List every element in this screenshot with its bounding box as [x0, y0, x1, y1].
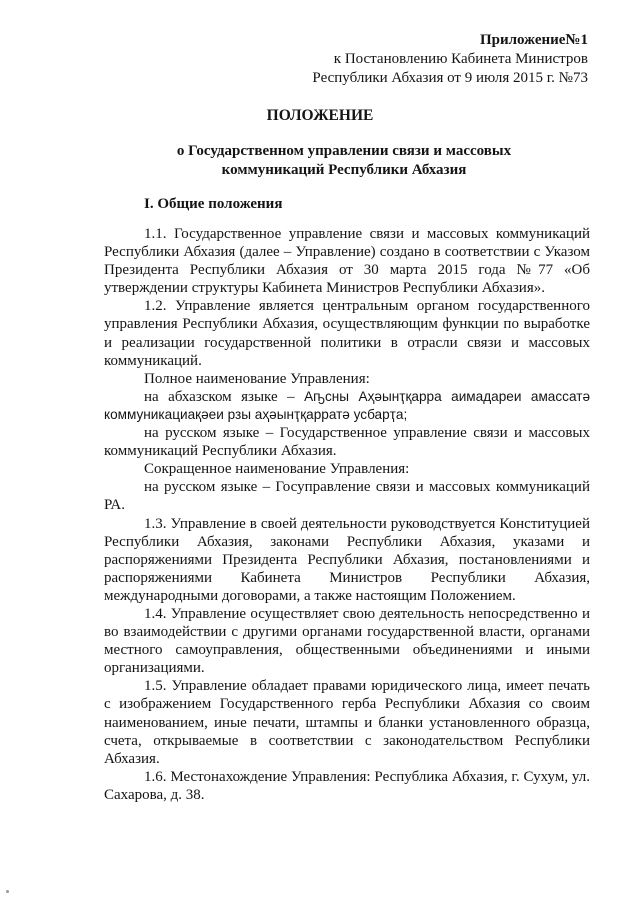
full-name-russian: на русском языке – Государственное управление связи и массовых коммуникаций Республики Абхазия.	[104, 425, 590, 460]
subtitle-line-1: о Государственном управлении связи и массовых	[176, 143, 512, 159]
document-title: ПОЛОЖЕНИЕ	[266, 107, 374, 124]
document-body	[104, 225, 590, 804]
paragraph-1-5: 1.5. Управление обладает правами юридического лица, имеет печать с изображением Государственного герба Республики Абхазия со своим наименованием, иные печати, штампы и бланки установленного образца, счета, открываемые в соответствии с законодательством Республики Абхазия.	[104, 678, 590, 767]
appendix-reference-line-2: Республики Абхазия от 9 июля 2015 г. №73	[312, 70, 588, 86]
appendix-reference-line-1: к Постановлению Кабинета Министров	[333, 51, 588, 67]
scan-speck	[6, 890, 9, 893]
short-name-label: Сокращенное наименование Управления:	[144, 461, 410, 478]
paragraph-1-6: 1.6. Местонахождение Управления: Республика Абхазия, г. Сухум, ул. Сахарова, д. 38.	[104, 768, 590, 803]
full-name-abkhaz-prefix: на абхазском языке –	[144, 388, 295, 405]
appendix-header	[312, 31, 588, 88]
full-name-label: Полное наименование Управления:	[144, 370, 370, 387]
appendix-number: Приложение№1	[479, 32, 588, 48]
paragraph-1-4: 1.4. Управление осуществляет свою деятельность непосредственно и во взаимодействии с другими органами государственной власти, органами местного самоуправления, общественными объединениями и иными организациями.	[104, 605, 590, 677]
full-name-abkhaz-text: Аҧсны Аҳәынҭқарра аимадареи амассатә коммуникациақәеи рзы аҳәынҭқарратә усбарҭа;	[104, 388, 591, 422]
short-name-russian: на русском языке – Госуправление связи и массовых коммуникаций РА.	[104, 479, 590, 514]
paragraph-1-1: 1.1. Государственное управление связи и массовых коммуникаций Республики Абхазия (далее – Управление) создано в соответствии с Указом Президента Республики Абхазия от 30 марта 2015 года №77 «Об утверждении структуры Кабинета Министров Республики Абхазия».	[104, 226, 590, 297]
document-subtitle	[0, 142, 640, 180]
paragraph-1-2: 1.2. Управление является центральным органом государственного управления Республики Абхазия, осуществляющим функции по выработке и реализации государственной политики в отрасли связи и массовых коммуникаций.	[104, 298, 590, 369]
full-name-abkhaz	[104, 388, 590, 424]
subtitle-line-2: коммуникаций Республики Абхазия	[221, 162, 467, 178]
paragraph-1-3: 1.3. Управление в своей деятельности руководствуется Конституцией Республики Абхазия, законами Республики Абхазия, указами и распоряжениями Президента Республики Абхазия, постановлениями и распоряжениями Кабинета Министров Республики Абхазия, международными договорами, а также настоящим Положением.	[104, 515, 590, 604]
section-heading: I. Общие положения	[144, 196, 283, 212]
